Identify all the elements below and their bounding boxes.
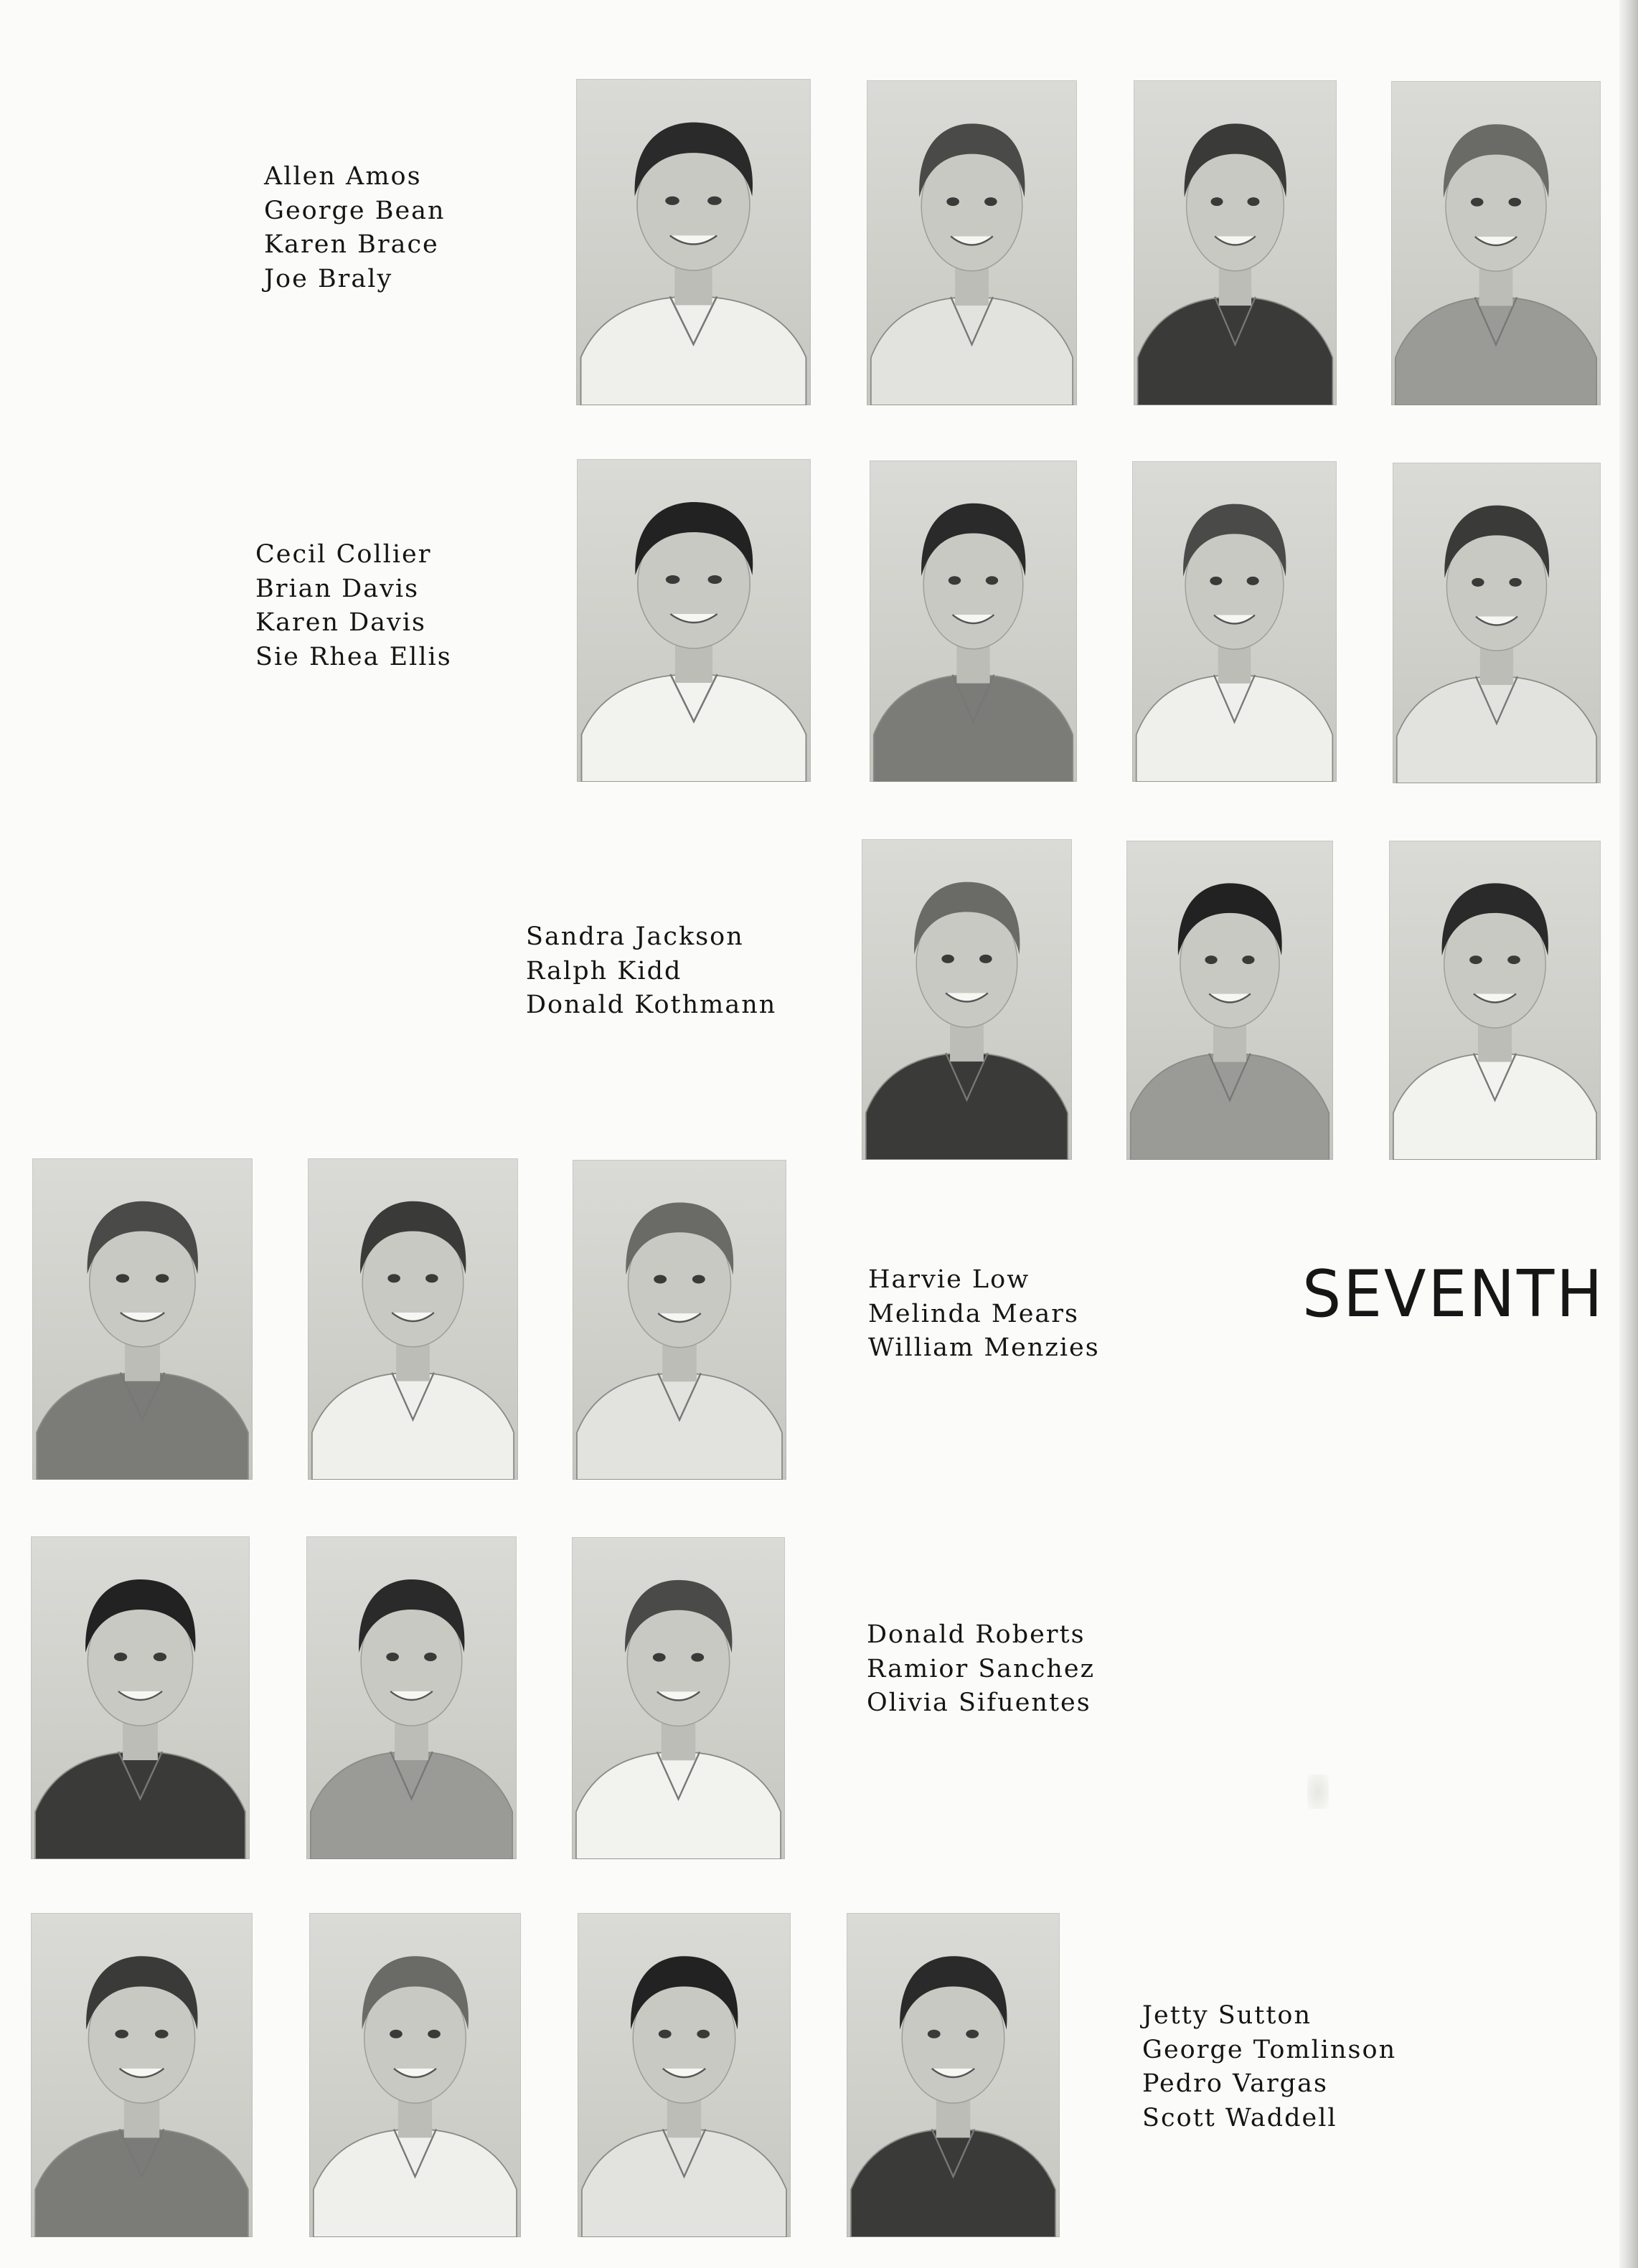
portrait-photo [1393,463,1601,783]
portrait-figure [577,459,811,782]
portrait-eye [1509,198,1522,207]
portrait-figure [572,1537,785,1859]
student-name: Karen Brace [264,230,439,259]
portrait-figure [32,1158,253,1480]
portrait-figure [308,1158,518,1480]
portrait-photo [31,1913,253,2237]
student-name: Joe Braly [264,264,393,293]
student-name: William Menzies [868,1333,1100,1362]
portrait-eye [966,2030,979,2038]
portrait-figure [1132,461,1337,782]
student-name: Olivia Sifuentes [867,1688,1091,1717]
portrait-figure [1393,463,1601,783]
student-name: Allen Amos [264,162,422,191]
portrait-photo [1134,80,1337,405]
student-name: George Tomlinson [1142,2035,1397,2064]
portrait-eye [691,1653,704,1662]
portrait-photo [1126,841,1333,1160]
portrait-figure [576,79,811,405]
portrait-shirt [1138,297,1333,405]
portrait-eye [428,2030,441,2038]
portrait-photo [308,1158,518,1480]
portrait-eye [425,1274,438,1282]
portrait-photo [847,1913,1060,2237]
portrait-figure [867,80,1077,405]
student-name: Cecil Collier [255,540,432,569]
portrait-photo [577,459,811,782]
portrait-figure [31,1913,253,2237]
portrait-eye [114,1653,127,1661]
portrait-shirt [582,674,806,782]
student-name: Sie Rhea Ellis [255,642,452,671]
name-list-group-4 [868,1263,1100,1366]
portrait-eye [1469,955,1482,964]
portrait-eye [928,2030,941,2038]
portrait-shirt [1136,675,1333,782]
name-list-group-5 [867,1618,1095,1721]
portrait-eye [386,1653,399,1661]
portrait-figure [1391,81,1601,405]
portrait-eye [665,197,679,205]
name-list-group-6 [1142,1999,1396,2135]
student-name: Karen Davis [255,608,426,637]
portrait-shirt [851,2129,1055,2237]
portrait-figure [578,1913,791,2237]
portrait-eye [1509,578,1521,587]
portrait-figure [847,1913,1060,2237]
portrait-eye [1205,955,1217,964]
portrait-photo [1391,81,1601,405]
portrait-eye [697,2030,710,2038]
name-list-group-1 [264,160,446,296]
portrait-eye [659,2030,672,2038]
portrait-eye [1210,577,1222,585]
portrait-photo [1389,841,1601,1160]
portrait-figure [862,839,1072,1160]
name-list-group-2 [255,538,452,674]
portrait-eye [387,1274,400,1282]
student-name: Donald Kothmann [526,991,777,1019]
student-name: Harvie Low [868,1265,1030,1294]
portrait-eye [1247,577,1259,585]
portrait-shirt [582,2129,786,2237]
portrait-eye [1471,198,1484,207]
portrait-eye [154,1653,166,1661]
portrait-eye [986,576,998,585]
student-name: Pedro Vargas [1142,2069,1328,2098]
portrait-eye [115,2030,128,2038]
portrait-eye [1247,197,1259,206]
student-name: George Bean [264,196,446,225]
student-name: Donald Roberts [867,1620,1086,1649]
portrait-photo [867,80,1077,405]
student-name: Brian Davis [255,574,420,603]
portrait-eye [654,1275,667,1284]
portrait-shirt [314,2129,517,2237]
page-edge-shadow [1619,0,1638,2268]
portrait-eye [708,575,722,584]
portrait-photo [576,79,811,405]
portrait-photo [306,1536,517,1859]
portrait-photo [32,1158,253,1480]
grade-heading: SEVENTH [1302,1257,1605,1332]
portrait-eye [984,197,997,206]
student-name: Ralph Kidd [526,956,682,986]
portrait-shirt [35,1752,245,1859]
portrait-shirt [1131,1054,1329,1160]
portrait-eye [1242,955,1254,964]
portrait-eye [979,955,992,963]
portrait-shirt [1395,297,1596,405]
portrait-photo [870,460,1077,782]
portrait-eye [666,575,680,584]
portrait-figure [1134,80,1337,405]
student-name: Melinda Mears [868,1299,1079,1328]
portrait-eye [946,197,959,206]
portrait-shirt [35,2129,248,2237]
name-list-group-3 [526,920,776,1023]
portrait-eye [1507,955,1520,964]
portrait-shirt [581,296,806,405]
portrait-figure [306,1536,517,1859]
portrait-shirt [1393,1054,1596,1160]
portrait-eye [116,1274,129,1282]
portrait-eye [1211,197,1223,206]
portrait-shirt [312,1373,514,1480]
portrait-eye [424,1653,437,1661]
portrait-eye [156,1274,169,1282]
portrait-eye [1472,578,1484,587]
portrait-photo [1132,461,1337,782]
portrait-photo [578,1913,791,2237]
portrait-photo [573,1160,786,1480]
portrait-photo [572,1537,785,1859]
portrait-eye [155,2030,169,2038]
portrait-photo [31,1536,250,1859]
portrait-eye [653,1653,666,1662]
portrait-shirt [577,1373,782,1480]
student-name: Sandra Jackson [526,922,744,951]
portrait-shirt [866,1053,1068,1160]
portrait-figure [870,460,1077,782]
portrait-figure [309,1913,521,2237]
portrait-figure [573,1160,786,1480]
portrait-eye [707,197,722,205]
portrait-eye [949,576,961,585]
portrait-eye [692,1275,705,1284]
portrait-figure [1389,841,1601,1160]
portrait-shirt [37,1373,248,1480]
student-name: Jetty Sutton [1142,2001,1312,2030]
portrait-eye [390,2030,403,2038]
portrait-shirt [576,1752,781,1859]
portrait-eye [941,955,954,963]
portrait-shirt [871,297,1073,405]
portrait-shirt [874,675,1073,782]
portrait-figure [1126,841,1333,1160]
student-name: Ramior Sanchez [867,1654,1096,1683]
portrait-photo [862,839,1072,1160]
portrait-shirt [1397,676,1596,783]
portrait-photo [309,1913,521,2237]
portrait-shirt [311,1752,512,1859]
student-name: Scott Waddell [1142,2103,1337,2132]
print-speck [1307,1775,1329,1809]
portrait-figure [31,1536,250,1859]
